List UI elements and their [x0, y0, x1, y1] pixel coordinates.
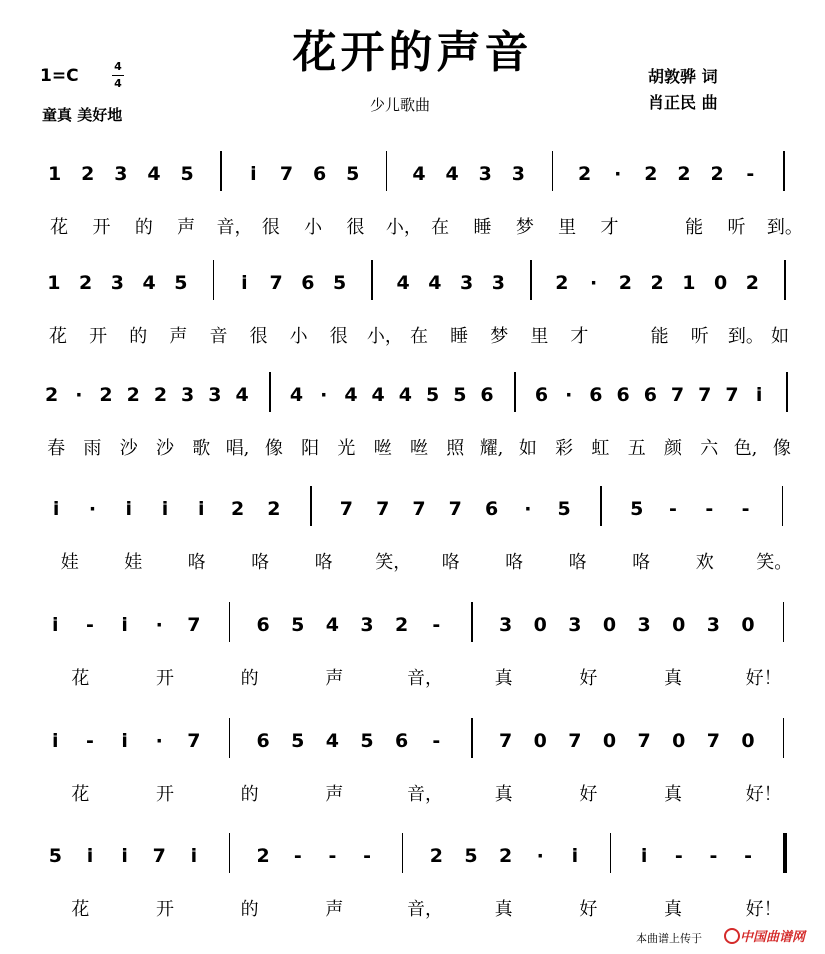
note: 2	[650, 272, 664, 294]
note: 4	[445, 163, 459, 185]
barline	[371, 260, 373, 300]
note: -	[432, 614, 441, 636]
note: 0	[602, 614, 617, 636]
note: -	[746, 163, 755, 185]
lyric-syllable: 小	[304, 217, 323, 238]
note: 7	[670, 384, 685, 406]
note: 2	[395, 614, 409, 636]
note: 1	[47, 272, 61, 294]
note: 1	[47, 163, 62, 185]
lyric-syllable: 六	[700, 438, 719, 459]
note: 5	[174, 272, 188, 294]
lyric-syllable: 色,	[733, 438, 758, 459]
lyric-syllable: 才	[570, 326, 589, 347]
lyric-syllable: 听	[727, 217, 746, 238]
note: 2	[99, 384, 113, 406]
note: 6	[395, 730, 409, 752]
note: -	[293, 845, 302, 867]
barline	[552, 151, 554, 191]
note: 2	[644, 163, 658, 185]
note: 4	[412, 163, 426, 185]
note: 2	[230, 498, 245, 520]
note: 5	[630, 498, 644, 520]
note: i	[571, 845, 579, 867]
note: 4	[396, 272, 410, 294]
note: 4	[398, 384, 412, 406]
lyric-syllable: 里	[530, 326, 549, 347]
barline	[610, 833, 612, 873]
note: i	[52, 614, 59, 636]
lyric-syllable: 声	[177, 217, 196, 238]
note: -	[741, 498, 750, 520]
lyric-syllable: 好	[579, 899, 598, 920]
lyric-syllable: 春	[47, 438, 66, 459]
note: i	[121, 845, 128, 867]
note: 2	[44, 384, 59, 406]
note: 0	[741, 614, 755, 636]
note: 7	[725, 384, 739, 406]
note: 5	[346, 163, 360, 185]
note: 0	[672, 730, 686, 752]
note: 3	[181, 384, 195, 406]
note: -	[674, 845, 683, 867]
note: 3	[478, 163, 492, 185]
lyric-syllable: 咯	[441, 552, 460, 573]
lyric-syllable: 的	[240, 899, 259, 920]
note: 2	[618, 272, 632, 294]
note: ·	[88, 498, 97, 520]
lyric-syllable: 梦	[490, 326, 509, 347]
barline	[386, 151, 388, 191]
lyric-syllable: 唱,	[225, 438, 250, 459]
lyric-syllable: 很	[329, 326, 348, 347]
barline	[220, 151, 222, 191]
lyric-syllable: 的	[129, 326, 148, 347]
lyric-syllable: 花	[71, 668, 90, 689]
lyric-syllable: 五	[627, 438, 646, 459]
note: 5	[557, 498, 571, 520]
note: i	[198, 498, 205, 520]
note: -	[86, 614, 94, 636]
lyric-syllable: 耀,	[479, 438, 504, 459]
lyric-syllable: 笑。	[756, 552, 793, 573]
note: 5	[464, 845, 478, 867]
note: 5	[48, 845, 62, 867]
note: 2	[555, 272, 569, 294]
note: i	[121, 614, 128, 636]
lyric-syllable: 声	[325, 668, 344, 689]
time-signature	[112, 60, 124, 91]
note: ·	[155, 730, 163, 752]
note: 6	[616, 384, 630, 406]
note: 4	[147, 163, 161, 185]
note: 3	[110, 272, 124, 294]
lyric-syllable: 如	[518, 438, 537, 459]
note: i	[125, 498, 132, 520]
note: i	[640, 845, 648, 867]
meter-top: 4	[114, 60, 122, 73]
note: -	[709, 845, 718, 867]
note: i	[86, 845, 94, 867]
note: ·	[524, 498, 532, 520]
lyric-syllable: 真	[664, 668, 682, 689]
barline	[310, 486, 312, 526]
note: 2	[81, 163, 95, 185]
note: i	[190, 845, 198, 867]
note: 7	[448, 498, 462, 520]
barline	[213, 260, 215, 300]
lyric-syllable: 花	[71, 784, 90, 805]
barline	[229, 833, 231, 873]
note: 7	[152, 845, 166, 867]
note: 7	[269, 272, 283, 294]
lyric-syllable: 听	[690, 326, 709, 347]
lyric-syllable: 咯	[187, 552, 206, 573]
note: 7	[412, 498, 426, 520]
lyric-syllable: 在	[431, 217, 450, 238]
note: 6	[312, 163, 327, 185]
lyric-syllable: 小	[289, 326, 308, 347]
song-title: 花开的声音	[292, 27, 533, 78]
lyric-syllable: 咝	[410, 438, 428, 459]
lyric-syllable: 睡	[473, 217, 492, 238]
lyric-syllable: 雨	[83, 438, 102, 459]
lyric-syllable: 的	[134, 217, 153, 238]
lyric-syllable: 在	[410, 326, 428, 347]
note: 2	[126, 384, 140, 406]
barline	[229, 718, 231, 758]
note: 3	[511, 163, 525, 185]
lyric-syllable: 娃	[124, 552, 143, 573]
music-site-logo-icon	[724, 928, 740, 944]
barline	[514, 372, 516, 412]
barline	[530, 260, 532, 300]
note: 7	[568, 730, 582, 752]
lyric-syllable: 声	[325, 899, 344, 920]
note: 5	[291, 730, 305, 752]
note: 2	[710, 163, 724, 185]
barline	[783, 833, 787, 873]
note: 7	[698, 384, 712, 406]
note: 4	[371, 384, 385, 406]
note: 5	[425, 384, 440, 406]
lyric-syllable: 真	[494, 784, 513, 805]
lyric-syllable: 欢	[695, 552, 714, 573]
lyric-syllable: 好！	[745, 784, 782, 805]
lyric-syllable: 歌	[192, 438, 211, 459]
barline	[782, 486, 784, 526]
note: i	[52, 730, 59, 752]
lyric-syllable: 能	[650, 326, 669, 347]
lyric-syllable: 的	[240, 784, 259, 805]
lyric-syllable: 阳	[301, 438, 320, 459]
barline	[784, 260, 786, 300]
note: ·	[590, 272, 598, 294]
lyric-syllable: 咯	[251, 552, 270, 573]
key-signature: 1=C	[40, 66, 79, 86]
lyric-syllable: 咝	[373, 438, 392, 459]
lyric-syllable: 梦	[515, 217, 534, 238]
lyric-syllable: 音，	[407, 784, 443, 805]
lyric-syllable: 花	[49, 326, 68, 347]
note: 5	[291, 614, 305, 636]
note: 3	[114, 163, 128, 185]
note: -	[432, 730, 441, 752]
note: 6	[534, 384, 549, 406]
lyric-syllable: 花	[71, 899, 90, 920]
lyric-syllable: 真	[664, 899, 682, 920]
note: i	[161, 498, 169, 520]
lyric-syllable: 好	[579, 668, 598, 689]
lyric-syllable: 才	[600, 217, 619, 238]
lyric-syllable: 里	[558, 217, 577, 238]
note: 4	[142, 272, 156, 294]
lyric-syllable: 很	[346, 217, 365, 238]
lyric-syllable: 像	[264, 438, 283, 459]
lyric-syllable: 如	[770, 326, 789, 347]
note: 7	[187, 614, 201, 636]
barline	[783, 602, 785, 642]
lyric-syllable: 彩	[555, 438, 574, 459]
note: -	[705, 498, 714, 520]
note: 7	[498, 730, 513, 752]
lyric-syllable: 好！	[745, 668, 782, 689]
lyric-syllable: 真	[664, 784, 682, 805]
note: 6	[301, 272, 315, 294]
note: 3	[568, 614, 582, 636]
note: ·	[565, 384, 573, 406]
lyric-syllable: 咯	[568, 552, 587, 573]
lyric-syllable: 能	[685, 217, 704, 238]
lyric-syllable: 到。	[727, 326, 764, 347]
note: 0	[533, 614, 547, 636]
site-brand: 中国曲谱网	[740, 930, 806, 945]
note: 5	[333, 272, 347, 294]
note: 6	[256, 614, 270, 636]
note: 6	[589, 384, 603, 406]
lyric-syllable: 音，	[216, 217, 253, 238]
lyric-syllable: 像	[772, 438, 791, 459]
barline	[786, 372, 788, 412]
lyric-syllable: 开	[156, 899, 174, 920]
lyric-syllable: 小，	[366, 326, 403, 347]
barline	[783, 718, 785, 758]
note: 5	[180, 163, 194, 185]
note: 7	[187, 730, 201, 752]
note: 6	[256, 730, 270, 752]
barline	[402, 833, 404, 873]
note: ·	[75, 384, 83, 406]
lyric-syllable: 咯	[632, 552, 651, 573]
lyric-syllable: 声	[325, 784, 344, 805]
lyric-syllable: 好	[579, 784, 598, 805]
note: 2	[256, 845, 270, 867]
note: 3	[637, 614, 651, 636]
note: 3	[498, 614, 513, 636]
note: 7	[339, 498, 354, 520]
lyric-syllable: 颜	[664, 438, 682, 459]
barline	[600, 486, 602, 526]
note: 7	[279, 163, 294, 185]
lyric-syllable: 开	[156, 784, 174, 805]
note: 7	[706, 730, 721, 752]
note: 3	[360, 614, 374, 636]
note: 0	[602, 730, 617, 752]
note: 3	[706, 614, 721, 636]
note: 3	[208, 384, 222, 406]
note: i	[241, 272, 248, 294]
note: 3	[460, 272, 474, 294]
lyric-syllable: 娃	[60, 552, 79, 573]
note: ·	[614, 163, 622, 185]
note: 6	[484, 498, 499, 520]
barline	[471, 718, 473, 758]
lyric-syllable: 小，	[385, 217, 422, 238]
upload-notice: 本曲谱上传于	[636, 932, 702, 945]
lyric-syllable: 音	[209, 326, 228, 347]
expression-marking: 童真 美好地	[42, 106, 123, 124]
lyric-syllable: 沙	[156, 438, 174, 459]
note: -	[363, 845, 371, 867]
note: 2	[267, 498, 281, 520]
note: 4	[428, 272, 442, 294]
note: 2	[498, 845, 513, 867]
note: i	[121, 730, 128, 752]
lyric-syllable: 好！	[745, 899, 782, 920]
lyric-syllable: 声	[169, 326, 188, 347]
lyric-syllable: 开	[92, 217, 111, 238]
lyric-syllable: 照	[446, 438, 465, 459]
note: 2	[677, 163, 691, 185]
note: 6	[480, 384, 494, 406]
note: 6	[643, 384, 657, 406]
lyric-syllable: 开	[156, 668, 174, 689]
barline	[471, 602, 473, 642]
note: 2	[429, 845, 443, 867]
lyric-syllable: 很	[249, 326, 268, 347]
note: 4	[325, 614, 340, 636]
note: 5	[453, 384, 467, 406]
note: 2	[79, 272, 93, 294]
note: ·	[320, 384, 328, 406]
note: 0	[672, 614, 686, 636]
lyric-syllable: 虹	[591, 438, 610, 459]
lyricist-credit: 胡敦骅 词	[648, 67, 718, 86]
note: 4	[344, 384, 358, 406]
lyric-syllable: 真	[494, 668, 513, 689]
note: -	[328, 845, 337, 867]
lyric-syllable: 开	[89, 326, 108, 347]
note: i	[250, 163, 257, 185]
lyric-syllable: 的	[240, 668, 259, 689]
note: 1	[682, 272, 696, 294]
lyric-syllable: 沙	[119, 438, 138, 459]
barline	[229, 602, 231, 642]
note: 0	[741, 730, 755, 752]
lyric-syllable: 音，	[407, 899, 443, 920]
note: 4	[235, 384, 249, 406]
note: 4	[289, 384, 304, 406]
note: 4	[325, 730, 340, 752]
lyric-syllable: 花	[50, 217, 69, 238]
note: 2	[745, 272, 759, 294]
lyric-syllable: 咯	[505, 552, 524, 573]
note: 7	[637, 730, 651, 752]
note: -	[744, 845, 752, 867]
lyric-syllable: 很	[261, 217, 280, 238]
note: 3	[491, 272, 505, 294]
lyric-syllable: 睡	[450, 326, 469, 347]
note: 2	[153, 384, 168, 406]
lyric-syllable: 真	[494, 899, 513, 920]
note: -	[669, 498, 677, 520]
lyric-syllable: 笑，	[375, 552, 412, 573]
song-subtitle: 少儿歌曲	[370, 96, 431, 114]
composer-credit: 肖正民 曲	[648, 93, 718, 112]
note: 0	[533, 730, 547, 752]
note: i	[755, 384, 763, 406]
note: ·	[536, 845, 544, 867]
note: -	[86, 730, 94, 752]
note: 0	[714, 272, 728, 294]
note: i	[52, 498, 60, 520]
lyric-syllable: 光	[337, 438, 356, 459]
lyric-syllable: 音，	[407, 668, 443, 689]
barline	[783, 151, 785, 191]
note: 7	[376, 498, 390, 520]
meter-bottom: 4	[114, 77, 122, 90]
barline	[269, 372, 271, 412]
lyric-syllable: 到。	[766, 217, 803, 238]
note: ·	[155, 614, 163, 636]
lyric-syllable: 咯	[314, 552, 333, 573]
note: 5	[360, 730, 374, 752]
note: 2	[578, 163, 592, 185]
